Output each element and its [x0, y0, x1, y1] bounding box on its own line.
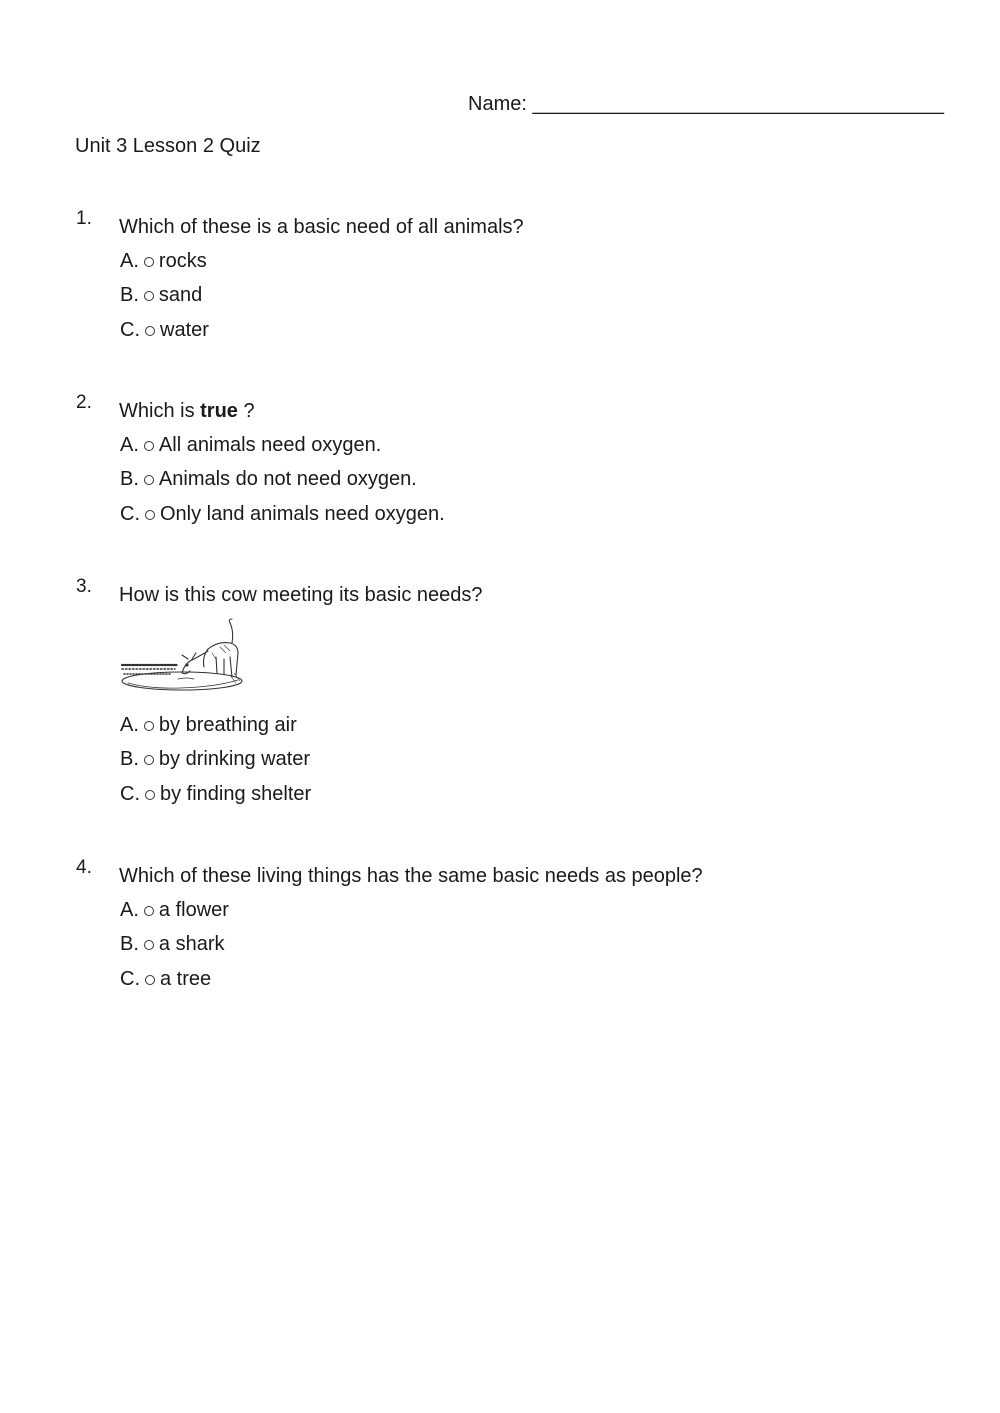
cow-drinking-illustration	[120, 617, 245, 697]
option-text: sand	[158, 284, 203, 307]
option-letter: C.	[120, 782, 140, 805]
option-text: by drinking water	[158, 748, 311, 771]
question-number: 3.	[76, 576, 92, 597]
answer-options	[120, 714, 311, 817]
question-text: How is this cow meeting its basic needs?	[119, 584, 483, 606]
option-b[interactable]	[120, 748, 311, 782]
option-text: Animals do not need oxygen.	[158, 468, 417, 491]
question-text-emphasis: true	[200, 400, 238, 422]
question-number: 2.	[76, 392, 92, 413]
question-text-end: ?	[237, 400, 255, 422]
option-text: a tree	[160, 967, 212, 990]
option-a[interactable]	[120, 714, 311, 748]
name-field[interactable]: Name: _____________________________________	[468, 93, 945, 115]
option-text: All animals need oxygen.	[158, 434, 382, 456]
option-text: water	[160, 318, 209, 341]
option-a[interactable]	[120, 434, 445, 468]
option-text: a shark	[158, 933, 225, 956]
option-letter: C.	[120, 967, 140, 990]
option-b[interactable]	[120, 284, 209, 318]
answer-options	[120, 899, 229, 1002]
answer-options	[120, 250, 209, 353]
option-letter: A.	[120, 250, 139, 272]
radio-button-icon[interactable]	[144, 257, 154, 267]
option-letter: B.	[120, 284, 139, 307]
radio-button-icon[interactable]	[145, 326, 155, 336]
question-text: Which of these is a basic need of all animals?	[119, 216, 524, 238]
radio-button-icon[interactable]	[144, 475, 154, 485]
radio-button-icon[interactable]	[144, 291, 154, 301]
option-b[interactable]	[120, 468, 445, 502]
option-letter: A.	[120, 899, 139, 921]
option-c[interactable]	[120, 319, 209, 353]
radio-button-icon[interactable]	[144, 906, 154, 916]
question-text-start: Which is	[119, 400, 201, 422]
option-c[interactable]	[120, 783, 311, 817]
option-text: Only land animals need oxygen.	[160, 502, 445, 525]
option-a[interactable]	[120, 250, 209, 284]
option-c[interactable]	[120, 503, 445, 537]
question-number: 4.	[76, 857, 92, 878]
radio-button-icon[interactable]	[144, 721, 154, 731]
option-letter: B.	[120, 933, 139, 956]
radio-button-icon[interactable]	[145, 790, 155, 800]
option-letter: A.	[120, 714, 139, 736]
option-text: by breathing air	[158, 714, 297, 736]
option-text: by finding shelter	[160, 782, 312, 805]
answer-options	[120, 434, 445, 537]
option-text: a flower	[158, 899, 229, 921]
option-c[interactable]	[120, 968, 229, 1002]
question-text: Which of these living things has the same basic needs as people?	[119, 865, 703, 887]
radio-button-icon[interactable]	[145, 975, 155, 985]
quiz-title: Unit 3 Lesson 2 Quiz	[75, 135, 261, 157]
option-letter: C.	[120, 502, 140, 525]
radio-button-icon[interactable]	[144, 755, 154, 765]
radio-button-icon[interactable]	[145, 510, 155, 520]
option-letter: B.	[120, 468, 139, 491]
option-b[interactable]	[120, 933, 229, 967]
option-text: rocks	[158, 250, 207, 272]
option-letter: C.	[120, 318, 140, 341]
option-letter: B.	[120, 748, 139, 771]
question-number: 1.	[76, 208, 92, 229]
option-a[interactable]	[120, 899, 229, 933]
question-text	[119, 400, 255, 423]
radio-button-icon[interactable]	[144, 940, 154, 950]
radio-button-icon[interactable]	[144, 441, 154, 451]
option-letter: A.	[120, 434, 139, 456]
